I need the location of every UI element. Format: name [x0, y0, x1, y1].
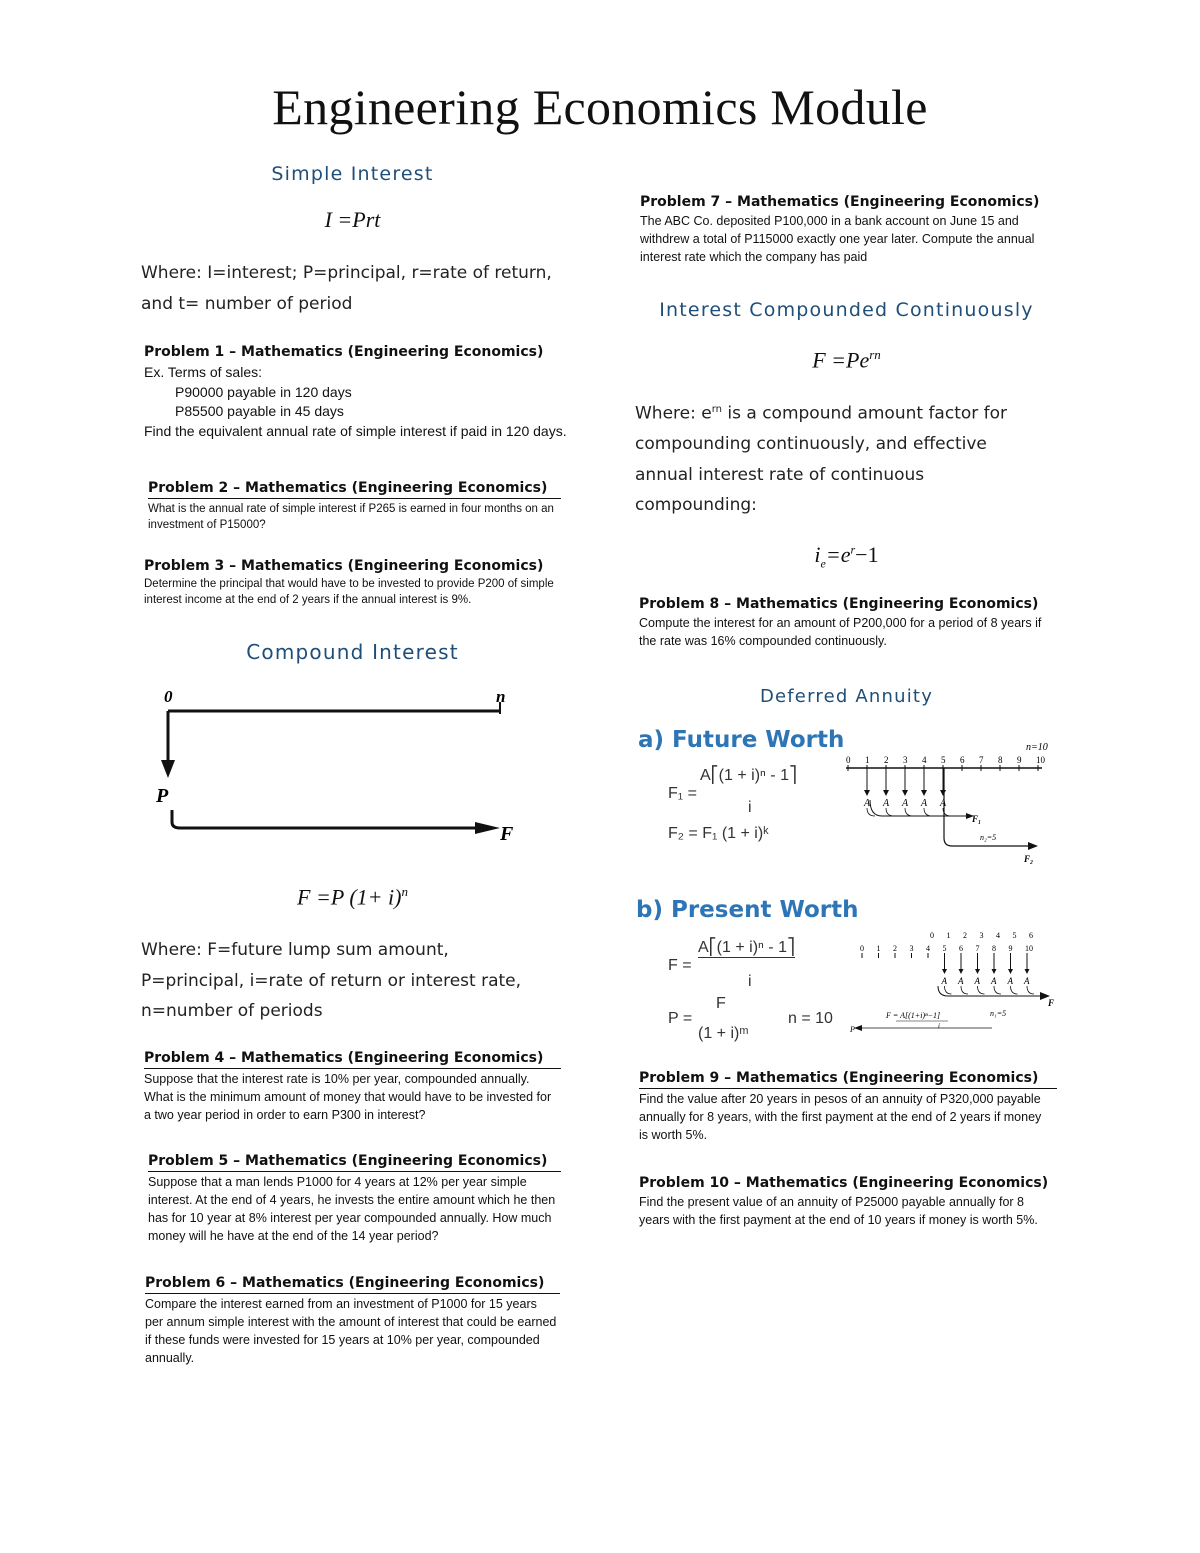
eff-sub: e: [820, 556, 826, 571]
problem-9: [639, 1070, 1057, 1144]
problem-1-line-3: P85500 payable in 45 days: [175, 403, 344, 419]
pw-f-denominator: i: [748, 973, 752, 990]
problem-10-line-1: Find the present value of an annuity of P25000 payable annually for 8: [639, 1195, 1024, 1209]
pw-payment-label: A: [958, 976, 964, 986]
problem-7-line-2: withdrew a total of P115000 exactly one year later. Compute the annual: [640, 232, 1035, 246]
continuous-where-line-3: annual interest rate of continuous: [635, 464, 925, 485]
pw-tick-6: 6: [959, 944, 963, 953]
compound-formula-exponent: n: [401, 884, 408, 899]
pw-tick-4: 4: [926, 944, 930, 953]
diagram-label-p: P: [156, 785, 169, 807]
section-continuous-heading: Interest Compounded Continuously: [659, 299, 1034, 321]
section-compound-interest-heading: Compound Interest: [246, 640, 459, 664]
problem-3-line-2: interest income at the end of 2 years if the annual interest is 9%.: [144, 594, 472, 606]
problem-1-line-1: Ex. Terms of sales:: [144, 364, 263, 380]
fw-f1-numerator: A⎡(1 + i)ⁿ - 1⎤: [700, 767, 797, 784]
continuous-definitions: [635, 395, 1055, 521]
fw-tick-8: 8: [998, 755, 1003, 765]
problem-5: [148, 1153, 561, 1245]
pw-top-tick-labels: [930, 931, 1033, 940]
problem-6-line-1: Compare the interest earned from an investment of P1000 for 15 years: [145, 1297, 537, 1311]
fw-tick-9: 9: [1017, 755, 1022, 765]
fw-n-label: n=10: [1026, 742, 1048, 753]
diagram-label-0: 0: [164, 687, 173, 706]
fw-payment-label: A: [864, 798, 871, 809]
problem-10: [639, 1175, 1059, 1229]
fw-tick-2: 2: [884, 755, 889, 765]
section-deferred-heading: Deferred Annuity: [759, 686, 934, 707]
fw-payment-label: A: [902, 798, 909, 809]
continuous-where-sup: rn: [711, 404, 722, 415]
problem-10-heading: Problem 10 – Mathematics (Engineering Economics): [639, 1175, 1049, 1191]
pw-top-tick-4: 4: [996, 931, 1000, 940]
future-worth-diagram: [842, 738, 1062, 870]
continuous-formula: [640, 347, 1053, 373]
problem-5-line-2: interest. At the end of 4 years, he invests the entire amount which he then: [148, 1193, 556, 1207]
problem-6: [145, 1275, 560, 1367]
fw-tick-4: 4: [922, 755, 927, 765]
problem-3: [144, 558, 564, 608]
problem-1-heading: Problem 1 – Mathematics (Engineering Economics): [144, 344, 544, 360]
fw-f1-denominator: i: [748, 799, 752, 816]
problem-3-heading: Problem 3 – Mathematics (Engineering Economics): [144, 558, 544, 574]
problem-6-heading: Problem 6 – Mathematics (Engineering Economics): [145, 1275, 560, 1294]
pw-top-tick-5: 5: [1012, 931, 1017, 940]
pw-top-tick-6: 6: [1029, 931, 1033, 940]
fw-payment-label: A: [921, 798, 928, 809]
problem-4-line-1: Suppose that the interest rate is 10% per year, compounded annually.: [144, 1072, 530, 1086]
pw-payment-label: A: [1007, 976, 1013, 986]
fw-tick-3: 3: [903, 755, 908, 765]
problem-8-line-1: Compute the interest for an amount of P200,000 for a period of 8 years if: [639, 616, 1042, 630]
problem-1-line-2: P90000 payable in 120 days: [175, 383, 352, 400]
problem-6-line-3: if these funds were invested for 15 years at 10% per year, compounded: [145, 1333, 540, 1347]
diagram-label-f: F: [500, 823, 514, 845]
problem-3-line-1: Determine the principal that would have to be invested to provide P200 of simple: [144, 578, 554, 590]
pw-top-tick-1: 1: [946, 931, 951, 940]
fw-payment-arrows: [863, 771, 951, 816]
problem-7-line-3: interest rate which the company has paid: [640, 250, 868, 264]
pw-p-lhs: P =: [668, 1010, 693, 1027]
pw-f-lhs: F =: [668, 957, 692, 974]
pw-tick-8: 8: [992, 944, 996, 953]
compound-formula-base: F =P (1+ i): [297, 884, 402, 910]
problem-4-line-2: What is the minimum amount of money that would have to be invested for: [144, 1090, 552, 1104]
pw-payment-label: A: [1024, 976, 1030, 986]
pw-tick-9: 9: [1008, 944, 1013, 953]
continuous-where-prefix: Where: e: [635, 403, 712, 424]
pw-p-label: P: [850, 1025, 855, 1034]
continuous-formula-exponent: rn: [869, 347, 881, 362]
problem-6-line-4: annually.: [145, 1351, 195, 1365]
cash-flow-diagram: [140, 680, 540, 850]
continuous-where-line-2: compounding continuously, and effective: [635, 434, 987, 455]
present-worth-formulas: [668, 935, 848, 1050]
pw-tick-10: 10: [1025, 944, 1033, 953]
pw-payment-arrows: [941, 958, 1035, 994]
fw-tick-1: 1: [865, 755, 870, 765]
continuous-where-line-1: [635, 395, 1055, 429]
problem-9-heading: Problem 9 – Mathematics (Engineering Economics): [639, 1070, 1057, 1089]
section-simple-interest-heading: Simple Interest: [271, 163, 434, 185]
diagram-label-n: n: [496, 687, 506, 706]
pw-tick-1: 1: [876, 944, 881, 953]
pw-payment-label: A: [974, 976, 980, 986]
problem-8: [639, 596, 1059, 650]
continuous-where-suffix: is a compound amount factor for: [722, 403, 1008, 424]
problem-9-line-1: Find the value after 20 years in pesos of an annuity of P320,000 payable: [639, 1092, 1041, 1106]
problem-4-heading: Problem 4 – Mathematics (Engineering Economics): [144, 1050, 561, 1069]
problem-8-heading: Problem 8 – Mathematics (Engineering Economics): [639, 596, 1039, 612]
simple-where-line-2: and t= number of period: [141, 293, 353, 314]
pw-f-formula: F = A[(1+i)ⁿ−1]: [886, 1011, 941, 1020]
problem-8-line-2: the rate was 16% compounded continuously.: [639, 634, 887, 648]
fw-payment-label: A: [883, 798, 890, 809]
problem-5-line-1: Suppose that a man lends P1000 for 4 years at 12% per year simple: [148, 1175, 527, 1189]
continuous-where-line-4: compounding:: [635, 495, 757, 516]
pw-tick-labels: [860, 944, 1033, 958]
pw-f-formula-den: i: [938, 1022, 940, 1030]
pw-top-tick-0: 0: [930, 931, 934, 940]
problem-9-line-2: annually for 8 years, with the first payment at the end of 2 years if money: [639, 1110, 1042, 1124]
pw-tick-3: 3: [909, 944, 914, 953]
eff-i: i: [814, 542, 821, 567]
fw-n2-label: n₂=5: [980, 833, 997, 842]
present-worth-heading: b) Present Worth: [636, 897, 859, 923]
compound-where-line-1: Where: F=future lump sum amount,: [141, 940, 449, 960]
pw-payment-label: A: [991, 976, 997, 986]
fw-f1-lhs: F₁ =: [668, 785, 697, 802]
eff-sup: r: [850, 542, 856, 557]
compound-interest-definitions: [141, 935, 581, 1027]
future-worth-arrow: [172, 810, 480, 828]
problem-4: [144, 1050, 561, 1124]
fw-f2-label: F₂: [1024, 854, 1034, 864]
problem-9-line-3: is worth 5%.: [639, 1128, 708, 1142]
compound-where-line-2: P=principal, i=rate of return or interest rate,: [141, 970, 522, 991]
page-title: Engineering Economics Module: [272, 79, 928, 135]
fw-f2: F₂ = F₁ (1 + i)ᵏ: [668, 825, 769, 842]
problem-2-line-1: What is the annual rate of simple interest if P265 is earned in four months on an: [148, 503, 554, 515]
pw-p-numerator: F: [716, 995, 726, 1012]
fw-payment-label: A: [940, 798, 947, 809]
simple-interest-formula: I =Prt: [324, 207, 381, 232]
fw-tick-0: 0: [846, 755, 851, 765]
fw-f1-label: F₁: [972, 814, 982, 824]
problem-2: [148, 480, 561, 533]
effective-rate-formula: [640, 542, 1053, 571]
pw-tick-2: 2: [893, 944, 897, 953]
pw-top-tick-3: 3: [979, 931, 984, 940]
pw-n-label: n = 10: [788, 1010, 833, 1027]
pw-tick-5: 5: [942, 944, 947, 953]
problem-5-heading: Problem 5 – Mathematics (Engineering Economics): [148, 1153, 561, 1172]
present-worth-diagram: [848, 928, 1058, 1038]
problem-5-line-3: has for 10 year at 8% interest per year compounded annually. How much: [148, 1211, 552, 1225]
future-worth-heading: a) Future Worth: [638, 727, 845, 753]
compound-where-line-3: n=number of periods: [141, 1001, 323, 1021]
problem-7-heading: Problem 7 – Mathematics (Engineering Economics): [640, 194, 1040, 210]
pw-tick-7: 7: [975, 944, 980, 953]
future-worth-formulas: [668, 765, 838, 855]
simple-where-line-1: Where: I=interest; P=principal, r=rate of return,: [141, 263, 552, 283]
pw-tick-0: 0: [860, 944, 864, 953]
pw-f-numerator: A⎡(1 + i)ⁿ - 1⎤: [698, 939, 795, 956]
problem-2-heading: Problem 2 – Mathematics (Engineering Economics): [148, 480, 561, 499]
fw-tick-10: 10: [1036, 755, 1045, 765]
fw-tick-6: 6: [960, 755, 965, 765]
problem-4-line-3: a two year period in order to earn P300 in interest?: [144, 1108, 426, 1122]
eff-rest: =e: [825, 542, 851, 567]
problem-10-line-2: years with the first payment at the end of 10 years if money is worth 5%.: [639, 1213, 1038, 1227]
eff-tail: −1: [855, 542, 879, 567]
problem-1: [144, 344, 569, 441]
pw-top-tick-2: 2: [963, 931, 967, 940]
problem-6-line-2: per annum simple interest with the amount of interest that could be earned: [145, 1315, 557, 1329]
simple-interest-definitions: [141, 258, 581, 319]
fw-tick-5: 5: [941, 755, 946, 765]
problem-1-line-4: Find the equivalent annual rate of simple interest if paid in 120 days.: [144, 422, 567, 439]
pw-p-denominator: (1 + i)ᵐ: [698, 1025, 749, 1042]
pw-payment-label: A: [941, 976, 947, 986]
problem-7: [640, 194, 1060, 266]
problem-5-line-4: money will he have at the end of the 14 year period?: [148, 1229, 439, 1243]
pw-n1-label: n₁=5: [990, 1009, 1007, 1018]
fw-tick-7: 7: [979, 755, 984, 765]
problem-2-line-2: investment of P15000?: [148, 519, 266, 531]
principal-arrow-head: [161, 760, 175, 778]
pw-f-label: F: [1048, 998, 1055, 1008]
future-worth-arrow-head: [475, 822, 500, 834]
continuous-formula-base: F =Pe: [812, 347, 870, 373]
problem-7-line-1: The ABC Co. deposited P100,000 in a bank account on June 15 and: [640, 214, 1019, 228]
compound-interest-formula: [180, 884, 525, 910]
